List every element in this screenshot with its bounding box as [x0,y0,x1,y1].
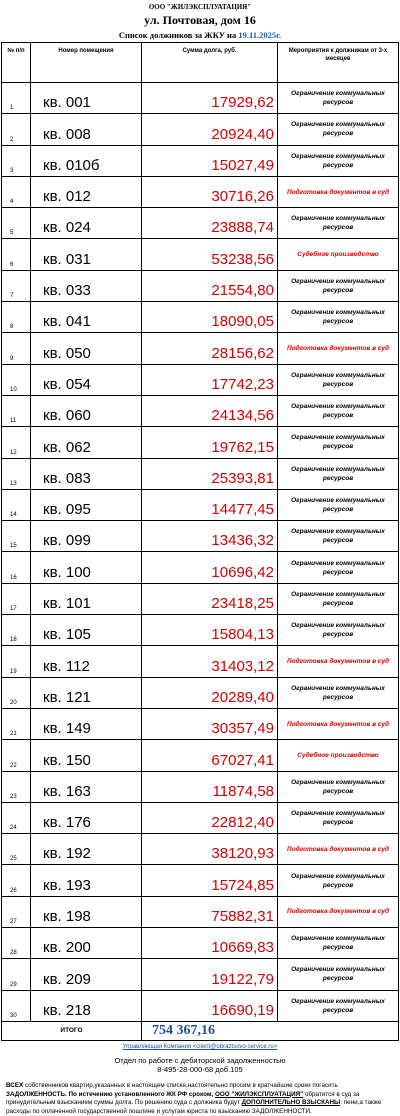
row-number: 11 [2,395,31,426]
row-debt-sum: 10669,83 [142,928,278,959]
row-flat: кв. 033 [31,270,142,301]
row-debt-sum: 28156,62 [142,333,278,364]
row-debt-sum: 30716,26 [142,176,278,207]
row-debt-sum: 14477,45 [142,489,278,520]
row-number: 10 [2,364,31,395]
table-row [2,552,399,583]
row-debt-sum: 15724,85 [142,865,278,896]
row-action: Ограничение коммунальных ресурсов [278,145,399,176]
row-flat: кв. 095 [31,489,142,520]
row-debt-sum: 20289,40 [142,677,278,708]
list-title [0,28,400,42]
row-number: 2 [2,114,31,145]
total-value: 754 367,16 [142,1021,399,1040]
notice-part-7: ДОПОЛНИТЕЛЬНО ВЗЫСКАНЫ [241,1099,341,1107]
row-flat: кв. 218 [31,990,142,1021]
row-number: 3 [2,145,31,176]
list-title-text: Список должников за ЖКУ на [118,30,237,40]
row-debt-sum: 20924,40 [142,114,278,145]
row-debt-sum: 15804,13 [142,615,278,646]
row-flat: кв. 112 [31,646,142,677]
table-row [2,834,399,865]
row-action: Ограничение коммунальных ресурсов [278,928,399,959]
debt-department: Отдел по работе с дебиторской задолженностью [114,1055,286,1065]
table-row [2,583,399,614]
row-action: Ограничение коммунальных ресурсов [278,302,399,333]
row-number: 7 [2,270,31,301]
row-debt-sum: 30357,49 [142,708,278,739]
row-number: 22 [2,740,31,771]
table-row [2,708,399,739]
row-action: Ограничение коммунальных ресурсов [278,458,399,489]
row-debt-sum: 75882,31 [142,896,278,927]
table-row [2,646,399,677]
table-row [2,83,399,114]
row-action: Подготовка документов в суд [278,646,399,677]
row-flat: кв. 150 [31,740,142,771]
table-row [2,239,399,270]
row-number: 4 [2,176,31,207]
table-row [2,928,399,959]
row-number: 20 [2,677,31,708]
notice-part-8: : пени,а также расходы по оплаченной государственной пошлине и услугам юриста по взысканию ЗАДОЛЖЕННОСТИ. [6,1099,382,1115]
row-number: 14 [2,489,31,520]
row-action: Ограничение коммунальных ресурсов [278,802,399,833]
table-row [2,802,399,833]
table-row [2,208,399,239]
row-number: 16 [2,552,31,583]
row-flat: кв. 012 [31,176,142,207]
table-row [2,458,399,489]
row-number: 30 [2,990,31,1021]
row-flat: кв. 200 [31,928,142,959]
document-footer [0,1044,400,1074]
row-number: 18 [2,615,31,646]
table-row [2,333,399,364]
building-address: ул. Почтовая, дом 16 [144,13,256,27]
row-flat: кв. 101 [31,583,142,614]
list-date: 19.11.2025г. [238,30,282,40]
row-flat: кв. 083 [31,458,142,489]
table-row [2,896,399,927]
column-header-sum: Сумма долга, руб. [142,43,278,83]
total-row [2,1021,399,1040]
row-action: Подготовка документов в суд [278,333,399,364]
row-action: Ограничение коммунальных ресурсов [278,865,399,896]
table-header-row [2,43,399,83]
row-action: Ограничение коммунальных ресурсов [278,521,399,552]
table-row [2,959,399,990]
row-debt-sum: 17929,62 [142,83,278,114]
row-debt-sum: 10696,42 [142,552,278,583]
row-action: Подготовка документов в суд [278,708,399,739]
debtors-table [1,42,399,1041]
row-number: 29 [2,959,31,990]
debt-notice [0,1074,400,1116]
row-number: 28 [2,928,31,959]
row-debt-sum: 11874,58 [142,771,278,802]
row-debt-sum: 13436,32 [142,521,278,552]
row-number: 26 [2,865,31,896]
table-row [2,427,399,458]
row-number: 21 [2,708,31,739]
table-row [2,114,399,145]
row-flat: кв. 209 [31,959,142,990]
row-flat: кв. 099 [31,521,142,552]
row-debt-sum: 16690,19 [142,990,278,1021]
column-header-flat: Номер помещения [31,43,142,83]
row-flat: кв. 193 [31,865,142,896]
table-row [2,521,399,552]
table-row [2,176,399,207]
row-flat: кв. 031 [31,239,142,270]
row-action: Ограничение коммунальных ресурсов [278,677,399,708]
row-number: 8 [2,302,31,333]
row-number: 13 [2,458,31,489]
row-action: Ограничение коммунальных ресурсов [278,583,399,614]
total-label: ИТОГО [2,1021,142,1040]
notice-part-3: ЗАДОЛЖЕННОСТЬ. [6,1090,67,1098]
row-flat: кв. 024 [31,208,142,239]
row-debt-sum: 38120,93 [142,834,278,865]
row-debt-sum: 23418,25 [142,583,278,614]
row-flat: кв. 060 [31,395,142,426]
row-flat: кв. 163 [31,771,142,802]
row-action: Ограничение коммунальных ресурсов [278,395,399,426]
row-action: Ограничение коммунальных ресурсов [278,771,399,802]
row-debt-sum: 25393,81 [142,458,278,489]
notice-part-4: По истечению установленного ЖК РФ сроком, [68,1090,216,1098]
row-action: Ограничение коммунальных ресурсов [278,114,399,145]
row-action: Подготовка документов в суд [278,176,399,207]
notice-part-2: собственников квартир,указанных в настоящем списке,настоятельно просим в кратчайшие сроки погасить [23,1081,338,1089]
row-debt-sum: 19762,15 [142,427,278,458]
row-number: 1 [2,83,31,114]
document-header [0,0,400,42]
row-number: 17 [2,583,31,614]
row-flat: кв. 010б [31,145,142,176]
notice-part-5: ООО "ЖИЛЭКСПЛУАТАЦИЯ" [215,1090,304,1098]
row-number: 25 [2,834,31,865]
row-flat: кв. 121 [31,677,142,708]
row-flat: кв. 054 [31,364,142,395]
table-row [2,302,399,333]
row-flat: кв. 105 [31,615,142,646]
row-flat: кв. 192 [31,834,142,865]
row-number: 24 [2,802,31,833]
column-header-action: Мероприятия к должникам от 3-х месяцев [278,43,399,83]
table-row [2,771,399,802]
row-action: Подготовка документов в суд [278,896,399,927]
row-debt-sum: 24134,56 [142,395,278,426]
row-number: 23 [2,771,31,802]
table-row [2,740,399,771]
notice-part-1: ВСЕХ [6,1081,24,1089]
row-action: Ограничение коммунальных ресурсов [278,959,399,990]
company-name: ООО "ЖИЛЭКСПЛУАТАЦИЯ" [148,3,252,11]
row-number: 15 [2,521,31,552]
table-row [2,677,399,708]
row-number: 27 [2,896,31,927]
table-row [2,865,399,896]
management-company-link[interactable]: Управляющая Компания <client@obraztsovo-service.ru> [122,1043,278,1050]
row-debt-sum: 21554,80 [142,270,278,301]
row-debt-sum: 53238,56 [142,239,278,270]
row-flat: кв. 008 [31,114,142,145]
table-row [2,395,399,426]
row-action: Ограничение коммунальных ресурсов [278,427,399,458]
table-row [2,615,399,646]
row-debt-sum: 31403,12 [142,646,278,677]
row-debt-sum: 17742,23 [142,364,278,395]
row-number: 12 [2,427,31,458]
row-number: 19 [2,646,31,677]
row-action: Ограничение коммунальных ресурсов [278,208,399,239]
column-header-number: № п/п [2,43,31,83]
row-flat: кв. 176 [31,802,142,833]
row-flat: кв. 198 [31,896,142,927]
row-action: Подготовка документов в суд [278,834,399,865]
row-debt-sum: 67027,41 [142,740,278,771]
table-row [2,270,399,301]
row-debt-sum: 18090,05 [142,302,278,333]
department-phone: 8-495-28-000-68 доб.105 [157,1064,243,1074]
row-action: Ограничение коммунальных ресурсов [278,615,399,646]
row-action: Ограничение коммунальных ресурсов [278,270,399,301]
row-debt-sum: 19122,79 [142,959,278,990]
row-flat: кв. 149 [31,708,142,739]
table-row [2,489,399,520]
row-debt-sum: 22812,40 [142,802,278,833]
row-flat: кв. 062 [31,427,142,458]
row-flat: кв. 001 [31,83,142,114]
row-action: Ограничение коммунальных ресурсов [278,364,399,395]
row-flat: кв. 050 [31,333,142,364]
row-action: Ограничение коммунальных ресурсов [278,990,399,1021]
row-action: Судебное производство [278,740,399,771]
table-row [2,364,399,395]
row-debt-sum: 15027,49 [142,145,278,176]
table-row [2,145,399,176]
row-debt-sum: 23888,74 [142,208,278,239]
row-flat: кв. 100 [31,552,142,583]
row-action: Ограничение коммунальных ресурсов [278,552,399,583]
row-flat: кв. 041 [31,302,142,333]
row-action: Ограничение коммунальных ресурсов [278,489,399,520]
table-row [2,990,399,1021]
table-body [2,83,399,1022]
row-action: Ограничение коммунальных ресурсов [278,83,399,114]
row-number: 5 [2,208,31,239]
notice-part-6: обратится в суд за принудительным взысканием суммы долга. По решению суда с должника будут [6,1090,360,1107]
row-number: 9 [2,333,31,364]
row-action: Судебное производство [278,239,399,270]
row-number: 6 [2,239,31,270]
